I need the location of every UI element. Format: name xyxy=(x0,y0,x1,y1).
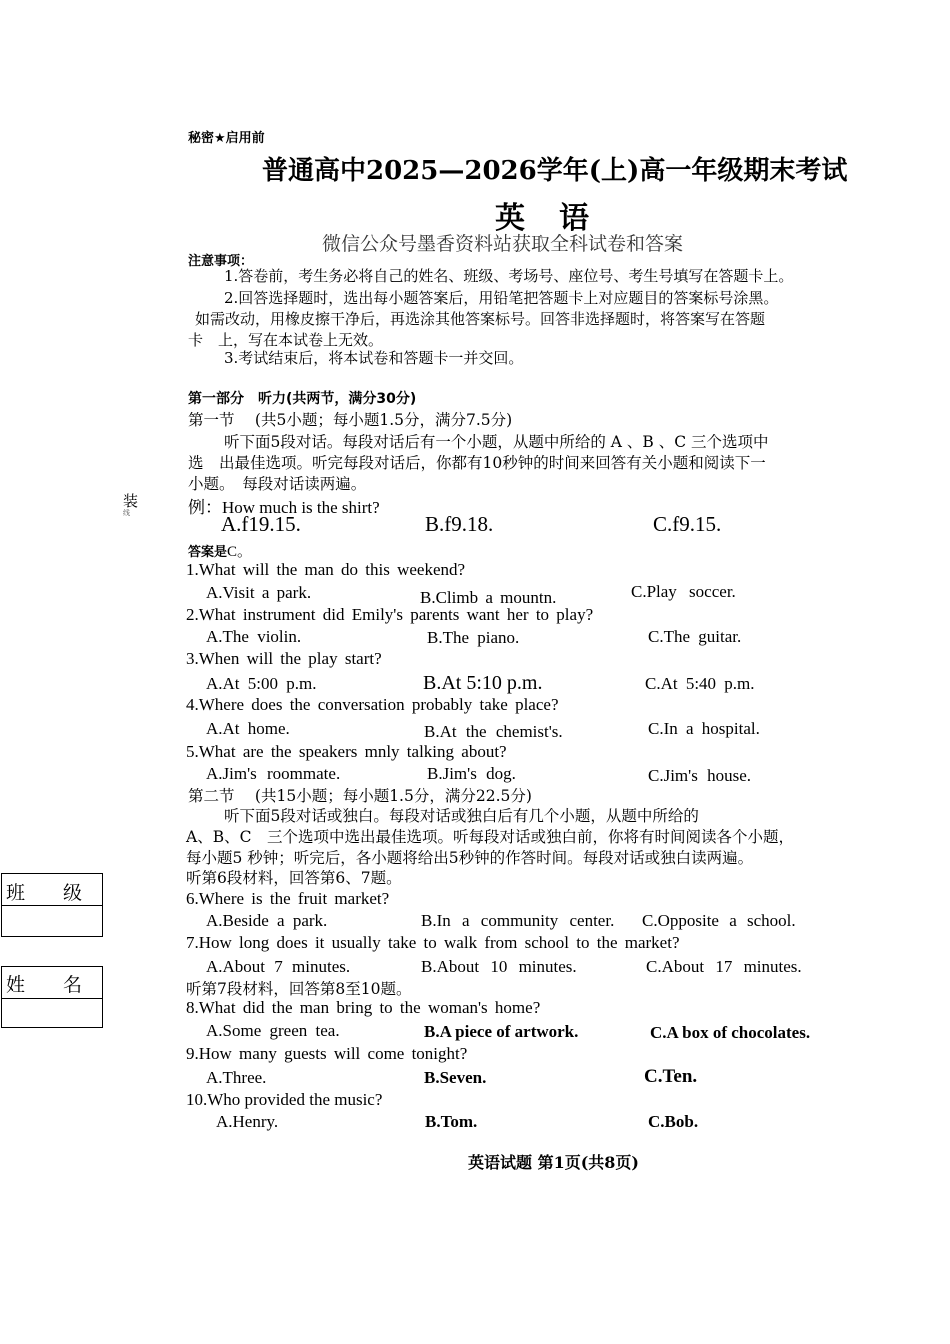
q4-option-a: A.At home. xyxy=(206,719,290,738)
q10-option-a: A.Henry. xyxy=(216,1112,279,1131)
question-9: 9.How many guests will come tonight? xyxy=(186,1044,468,1063)
example-option-a: A.f19.15. xyxy=(221,512,301,536)
section2-instruction-2: A、B、C 三个选项中选出最佳选项。听每段对话或独白前，你将有时间阅读各个小题， xyxy=(186,828,794,846)
section1-instruction-1: 听下面5段对话。每段对话后有一个小题，从题中所给的 A 、B 、C 三个选项中 xyxy=(224,433,769,451)
binding-line-mark: 线 xyxy=(123,509,130,517)
q6-option-a: A.Beside a park. xyxy=(206,911,328,930)
section2-heading: 第二节 (共15小题；每小题1.5分，满分22.5分) xyxy=(188,787,532,805)
notice-line3: 3.考试结束后，将本试卷和答题卡一并交回。 xyxy=(224,349,524,367)
q7-option-a: A.About 7 minutes. xyxy=(206,957,351,976)
q8-option-a: A.Some green tea. xyxy=(206,1021,340,1040)
subject-title: 英 语 xyxy=(495,201,591,236)
q5-option-b: B.Jim's dog. xyxy=(427,764,516,783)
q5-option-a: A.Jim's roommate. xyxy=(206,764,341,783)
question-2: 2.What instrument did Emily's parents want her to play? xyxy=(186,605,594,624)
q9-option-a: A.Three. xyxy=(206,1068,267,1087)
name-label: 姓 名 xyxy=(6,974,83,996)
question-10: 10.Who provided the music? xyxy=(186,1090,383,1109)
section2-instruction-1: 听下面5段对话或独白。每段对话或独白后有几个小题，从题中所给的 xyxy=(224,807,699,825)
q3-option-a: A.At 5:00 p.m. xyxy=(206,674,317,693)
answer-label: 答案是 xyxy=(188,545,228,560)
example-option-c: C.f9.15. xyxy=(653,512,722,536)
q6-option-c: C.Opposite a school. xyxy=(642,911,796,930)
answer-value: C。 xyxy=(227,544,253,560)
notice-line1: 1.答卷前，考生务必将自己的姓名、班级、考场号、座位号、考生号填写在答题卡上。 xyxy=(224,267,794,285)
section1-instruction-3: 小题。 每段对话读两遍。 xyxy=(188,475,367,493)
q1-option-a: A.Visit a park. xyxy=(206,583,312,602)
example-option-b: B.f9.18. xyxy=(425,512,494,536)
example-question: 例：How much is the shirt? xyxy=(188,498,380,517)
q9-option-b: B.Seven. xyxy=(424,1068,487,1087)
q9-option-c: C.Ten. xyxy=(644,1066,698,1087)
q2-option-c: C.The guitar. xyxy=(648,627,742,646)
q1-option-b: B.Climb a mountn. xyxy=(420,588,557,607)
q3-option-c: C.At 5:40 p.m. xyxy=(645,674,755,693)
q2-option-b: B.The piano. xyxy=(427,628,520,647)
name-label-box xyxy=(1,966,103,999)
material-6-note: 听第6段材料，回答第6、7题。 xyxy=(186,869,402,887)
secret-label: 秘密★启用前 xyxy=(188,131,265,146)
example-answer xyxy=(188,540,252,561)
material-7-note: 听第7段材料，回答第8至10题。 xyxy=(186,980,412,998)
name-input-box[interactable] xyxy=(1,998,103,1028)
notice-line2b: 如需改动，用橡皮擦干净后，再选涂其他答案标号。回答非选择题时，将答案写在答题 xyxy=(195,310,766,328)
notice-line2c: 卡 上，写在本试卷上无效。 xyxy=(188,331,384,349)
q10-option-c: C.Bob. xyxy=(648,1112,699,1131)
part1-heading: 第一部分 听力(共两节，满分30分) xyxy=(188,391,417,407)
q3-option-b: B.At 5:10 p.m. xyxy=(423,672,543,694)
notice-heading: 注意事项： xyxy=(188,254,254,269)
question-1: 1.What will the man do this weekend? xyxy=(186,560,466,579)
section2-instruction-3: 每小题5 秒钟；听完后，各小题将给出5秒钟的作答时间。每段对话或独白读两遍。 xyxy=(186,849,754,867)
question-3: 3.When will the play start? xyxy=(186,649,382,668)
question-5: 5.What are the speakers mnly talking about? xyxy=(186,742,507,761)
exam-title: 普通高中2025—2026学年(上)高一年级期末考试 xyxy=(262,156,848,186)
class-input-box[interactable] xyxy=(1,905,103,937)
question-4: 4.Where does the conversation probably take place? xyxy=(186,695,559,714)
section1-heading: 第一节 (共5小题；每小题1.5分，满分7.5分) xyxy=(188,411,513,429)
q7-option-b: B.About 10 minutes. xyxy=(421,957,577,976)
binding-mark: 装 xyxy=(123,492,139,510)
question-8: 8.What did the man bring to the woman's home? xyxy=(186,998,541,1017)
class-label: 班 级 xyxy=(6,882,83,904)
question-7: 7.How long does it usually take to walk from school to the market? xyxy=(186,933,680,952)
q7-option-c: C.About 17 minutes. xyxy=(646,957,802,976)
q8-option-c: C.A box of chocolates. xyxy=(650,1023,811,1042)
q8-option-b: B.A piece of artwork. xyxy=(424,1022,579,1041)
notice-line2a: 2.回答选择题时，选出每小题答案后，用铅笔把答题卡上对应题目的答案标号涂黑。 xyxy=(224,289,779,307)
promo-line: 微信公众号墨香资料站获取全科试卷和答案 xyxy=(322,233,684,255)
q2-option-a: A.The violin. xyxy=(206,627,302,646)
page-footer: 英语试题 第1页(共8页) xyxy=(468,1153,639,1172)
section1-instruction-2: 选 出最佳选项。听完每段对话后，你都有10秒钟的时间来回答有关小题和阅读下一 xyxy=(188,454,766,472)
q4-option-b: B.At the chemist's. xyxy=(424,722,563,741)
q6-option-b: B.In a community center. xyxy=(421,911,615,930)
q5-option-c: C.Jim's house. xyxy=(648,766,751,785)
question-6: 6.Where is the fruit market? xyxy=(186,889,390,908)
class-label-box xyxy=(1,873,103,906)
q4-option-c: C.In a hospital. xyxy=(648,719,760,738)
q1-option-c: C.Play soccer. xyxy=(631,582,736,601)
q10-option-b: B.Tom. xyxy=(425,1112,478,1131)
